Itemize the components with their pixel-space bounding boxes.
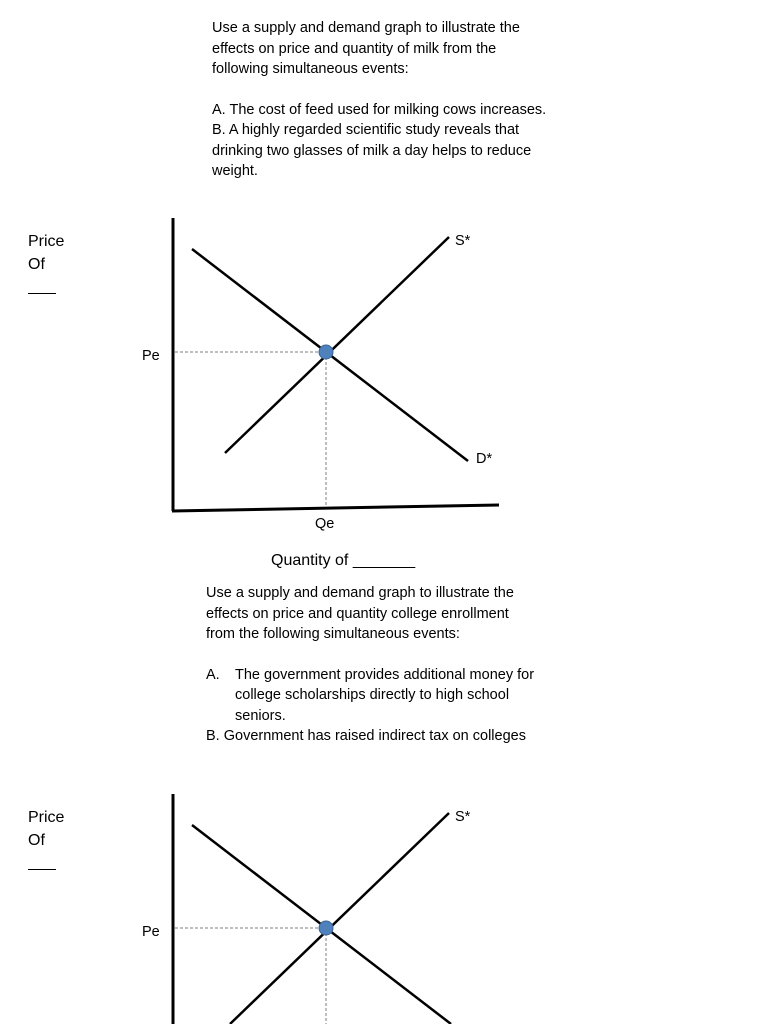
- event-a-marker: A.: [206, 666, 220, 683]
- price-equilibrium-label: Pe: [142, 924, 160, 940]
- question-1-prompt-line: effects on price and quantity of milk from the: [212, 40, 497, 57]
- question-2-event-a-line: seniors.: [235, 707, 286, 724]
- y-axis-label-price: Price: [28, 233, 65, 250]
- question-2-prompt-line: Use a supply and demand graph to illustrate the: [206, 585, 514, 601]
- question-1-event-b-line: B. A highly regarded scientific study reveals that: [212, 122, 520, 138]
- y-axis-label-of: Of: [28, 832, 45, 849]
- demand-label: D*: [476, 451, 493, 467]
- question-2-event-a-line: college scholarships directly to high school: [235, 687, 510, 703]
- price-equilibrium-label: Pe: [142, 348, 160, 364]
- question-1-event-b-line: drinking two glasses of milk a day helps to reduce: [212, 142, 532, 159]
- question-2-event-a-line: The government provides additional money for: [235, 666, 535, 683]
- supply-label: S*: [455, 809, 471, 825]
- y-axis-label-of: Of: [28, 256, 45, 273]
- question-1-event-a: A. The cost of feed used for milking cows increases.: [212, 101, 547, 118]
- question-1-prompt-line: Use a supply and demand graph to illustrate the: [212, 20, 520, 36]
- quantity-equilibrium-label: Qe: [315, 516, 335, 532]
- question-2-event-b: B. Government has raised indirect tax on colleges: [206, 728, 526, 744]
- x-axis-label: Quantity of _______: [271, 552, 416, 569]
- question-1-prompt-line: following simultaneous events:: [212, 61, 409, 77]
- question-2-prompt-line: effects on price and quantity college enrollment: [206, 605, 509, 622]
- equilibrium-point: [319, 921, 333, 935]
- question-2-prompt-line: from the following simultaneous events:: [206, 626, 460, 642]
- y-axis-label-price: Price: [28, 809, 65, 826]
- supply-label: S*: [455, 233, 471, 249]
- question-1-event-b-line: weight.: [212, 163, 258, 179]
- y-axis-label-blank: [28, 869, 56, 870]
- supply-curve: [230, 813, 449, 1024]
